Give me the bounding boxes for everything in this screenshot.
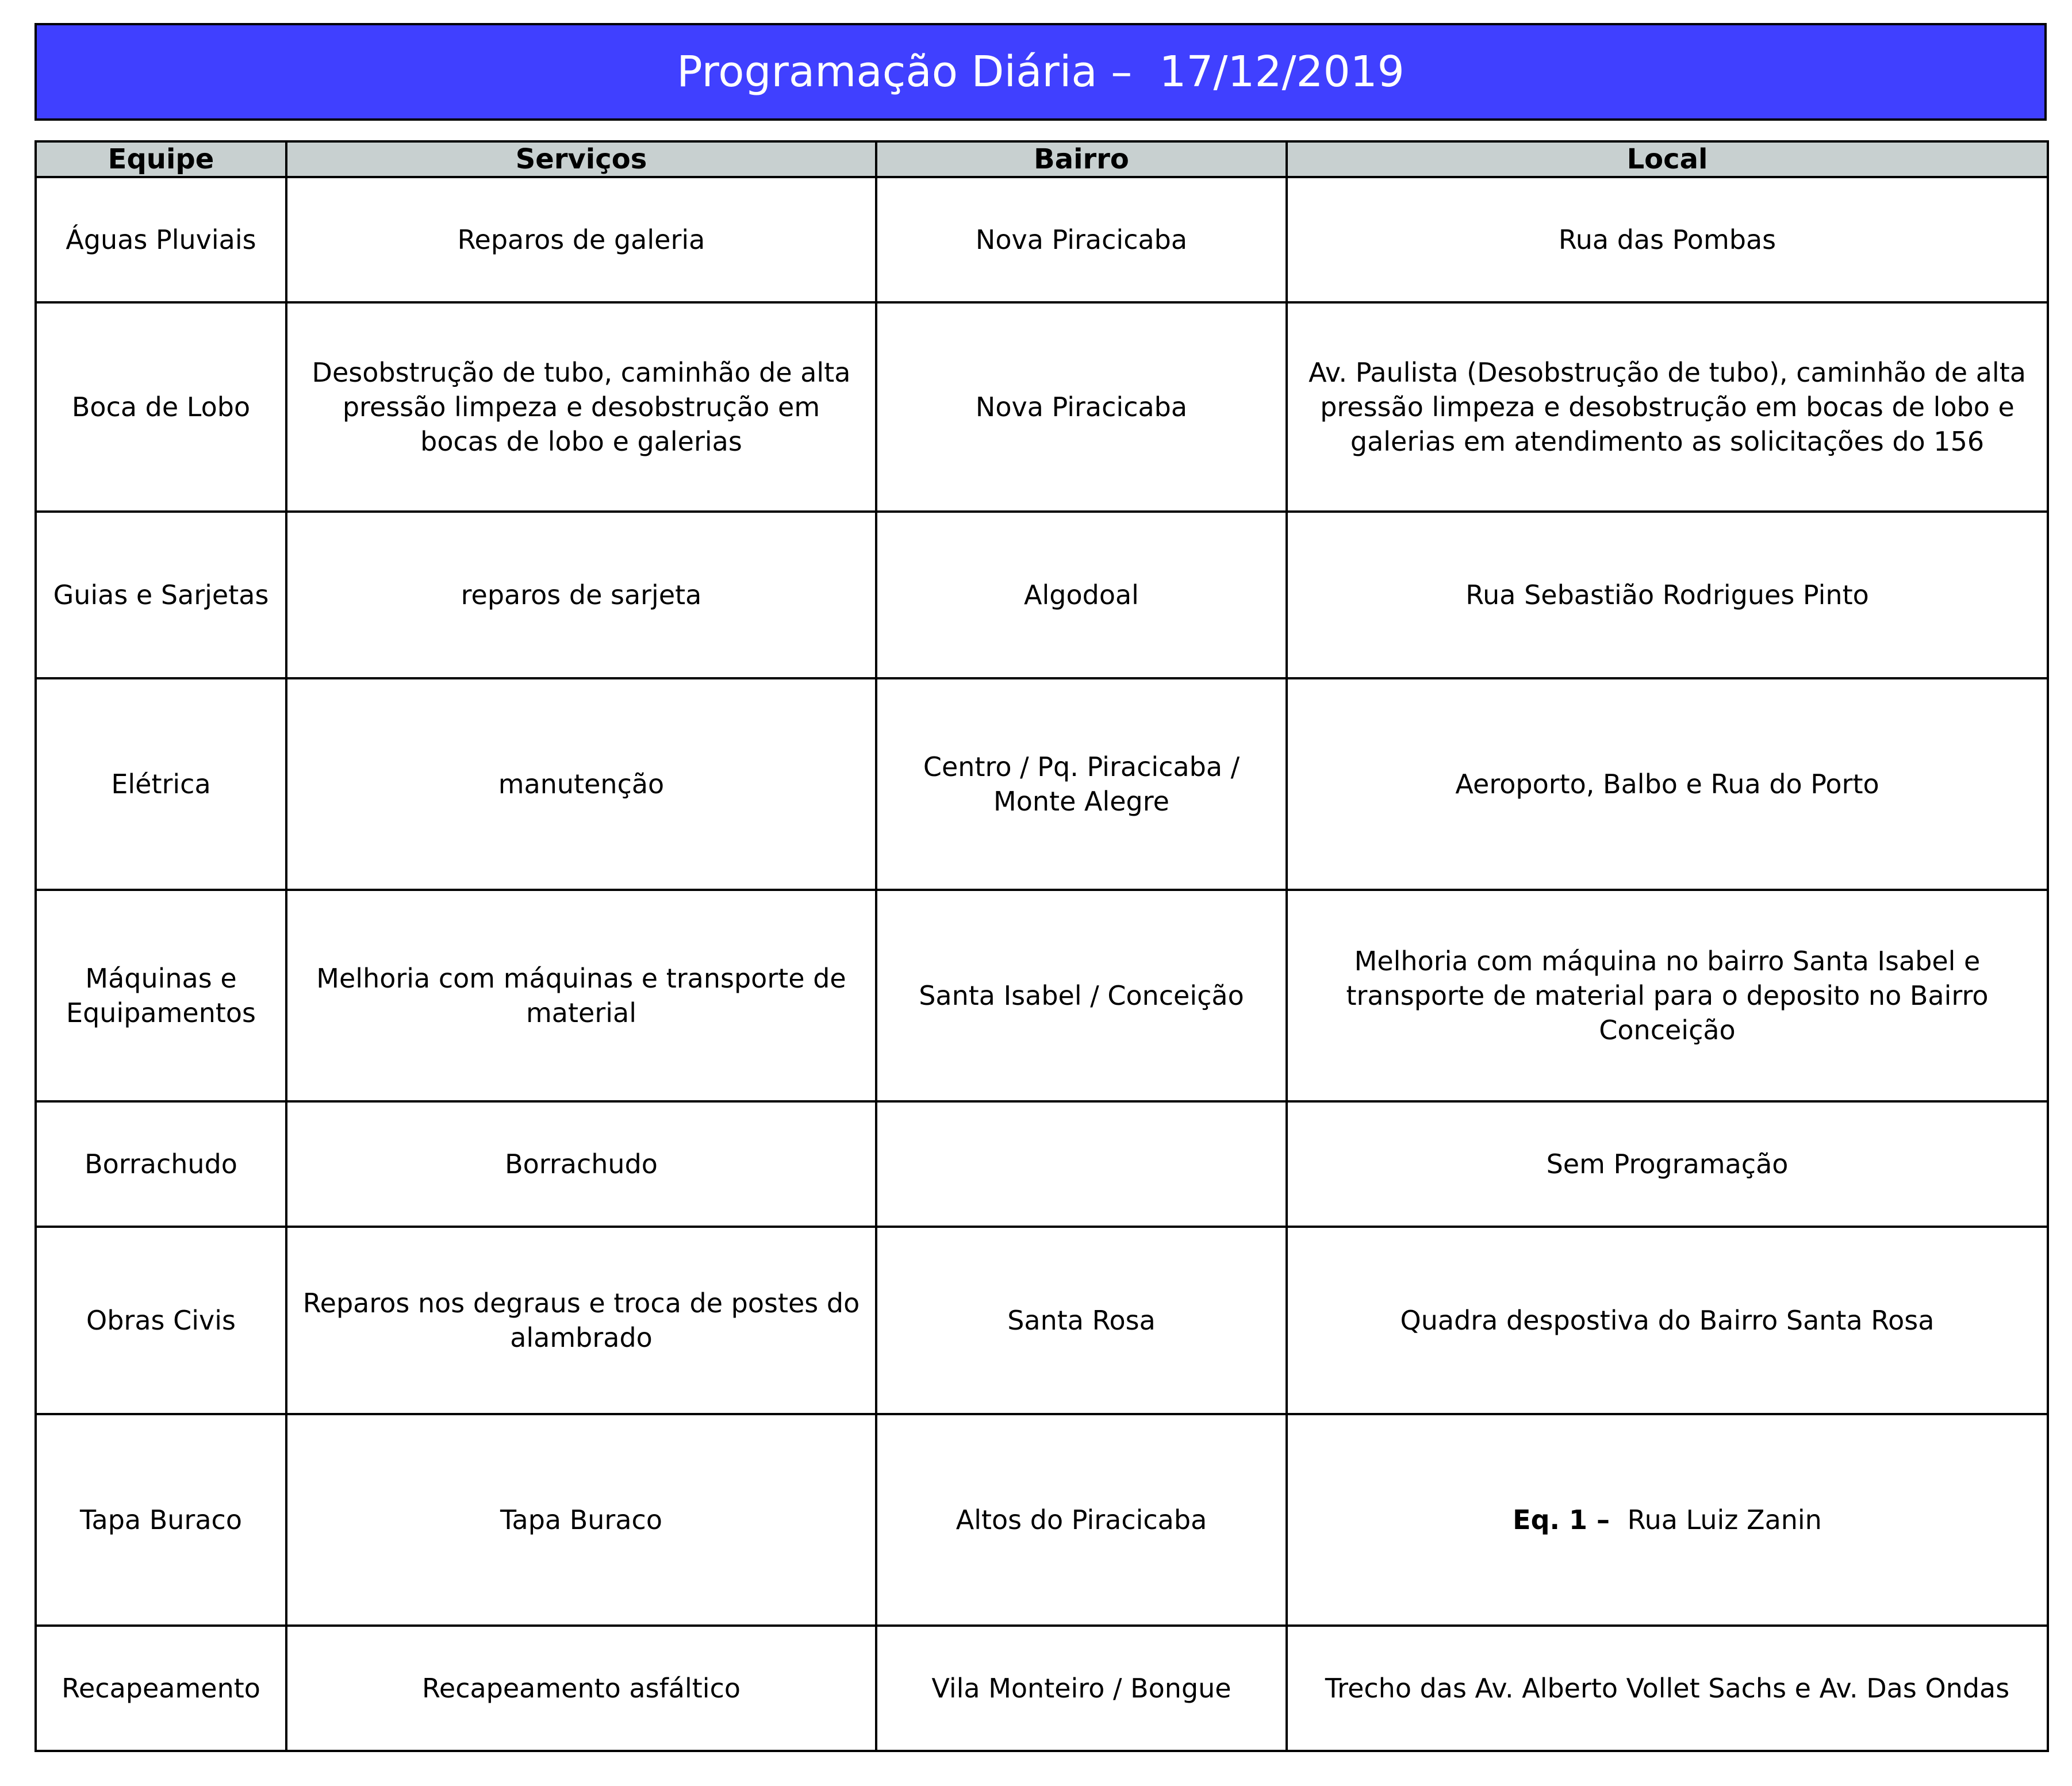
cell-servicos: Tapa Buraco xyxy=(286,1414,876,1626)
cell-bairro: Altos do Piracicaba xyxy=(876,1414,1287,1626)
cell-local: Av. Paulista (Desobstrução de tubo), caminhão de alta pressão limpeza e desobstrução em bocas de lobo e galerias em atendimento as solicitações do 156 xyxy=(1287,302,2048,512)
cell-equipe: Obras Civis xyxy=(36,1227,286,1414)
cell-equipe: Tapa Buraco xyxy=(36,1414,286,1626)
table-row xyxy=(36,1227,2048,1414)
cell-local: Trecho das Av. Alberto Vollet Sachs e Av. Das Ondas xyxy=(1287,1626,2048,1751)
cell-servicos: Reparos nos degraus e troca de postes do alambrado xyxy=(286,1227,876,1414)
cell-servicos: manutenção xyxy=(286,678,876,890)
cell-equipe: Recapeamento xyxy=(36,1626,286,1751)
column-header-equipe: Equipe xyxy=(36,141,286,177)
table-row xyxy=(36,302,2048,512)
cell-bairro: Santa Isabel / Conceição xyxy=(876,890,1287,1101)
table-row xyxy=(36,678,2048,890)
page-title: Programação Diária – 17/12/2019 xyxy=(677,47,1405,97)
column-header-bairro: Bairro xyxy=(876,141,1287,177)
cell-bairro: Nova Piracicaba xyxy=(876,302,1287,512)
title-banner xyxy=(34,23,2047,121)
table-row xyxy=(36,1101,2048,1227)
team-number-label: Eq. 1 – xyxy=(1513,1504,1620,1535)
table-row xyxy=(36,177,2048,302)
cell-servicos: Melhoria com máquinas e transporte de material xyxy=(286,890,876,1101)
cell-equipe: Águas Pluviais xyxy=(36,177,286,302)
cell-local: Rua Sebastião Rodrigues Pinto xyxy=(1287,512,2048,678)
cell-servicos: Desobstrução de tubo, caminhão de alta pressão limpeza e desobstrução em bocas de lobo e galerias xyxy=(286,302,876,512)
table-header-row xyxy=(36,141,2048,177)
cell-equipe: Guias e Sarjetas xyxy=(36,512,286,678)
cell-equipe: Máquinas e Equipamentos xyxy=(36,890,286,1101)
table-row xyxy=(36,1414,2048,1626)
cell-local: Quadra despostiva do Bairro Santa Rosa xyxy=(1287,1227,2048,1414)
table-row xyxy=(36,890,2048,1101)
cell-local xyxy=(1287,1414,2048,1626)
cell-servicos: reparos de sarjeta xyxy=(286,512,876,678)
cell-local: Aeroporto, Balbo e Rua do Porto xyxy=(1287,678,2048,890)
cell-local-text: Rua Luiz Zanin xyxy=(1619,1504,1822,1535)
cell-servicos: Reparos de galeria xyxy=(286,177,876,302)
cell-bairro: Centro / Pq. Piracicaba / Monte Alegre xyxy=(876,678,1287,890)
cell-servicos: Recapeamento asfáltico xyxy=(286,1626,876,1751)
cell-bairro xyxy=(876,1101,1287,1227)
cell-equipe: Boca de Lobo xyxy=(36,302,286,512)
cell-local: Melhoria com máquina no bairro Santa Isabel e transporte de material para o deposito no Bairro Conceição xyxy=(1287,890,2048,1101)
cell-equipe: Borrachudo xyxy=(36,1101,286,1227)
cell-local: Rua das Pombas xyxy=(1287,177,2048,302)
cell-bairro: Vila Monteiro / Bongue xyxy=(876,1626,1287,1751)
cell-servicos: Borrachudo xyxy=(286,1101,876,1227)
cell-bairro: Nova Piracicaba xyxy=(876,177,1287,302)
cell-bairro: Algodoal xyxy=(876,512,1287,678)
table-row xyxy=(36,1626,2048,1751)
column-header-servicos: Serviços xyxy=(286,141,876,177)
cell-local: Sem Programação xyxy=(1287,1101,2048,1227)
cell-bairro: Santa Rosa xyxy=(876,1227,1287,1414)
schedule-table xyxy=(34,140,2049,1752)
cell-equipe: Elétrica xyxy=(36,678,286,890)
table-row xyxy=(36,512,2048,678)
column-header-local: Local xyxy=(1287,141,2048,177)
